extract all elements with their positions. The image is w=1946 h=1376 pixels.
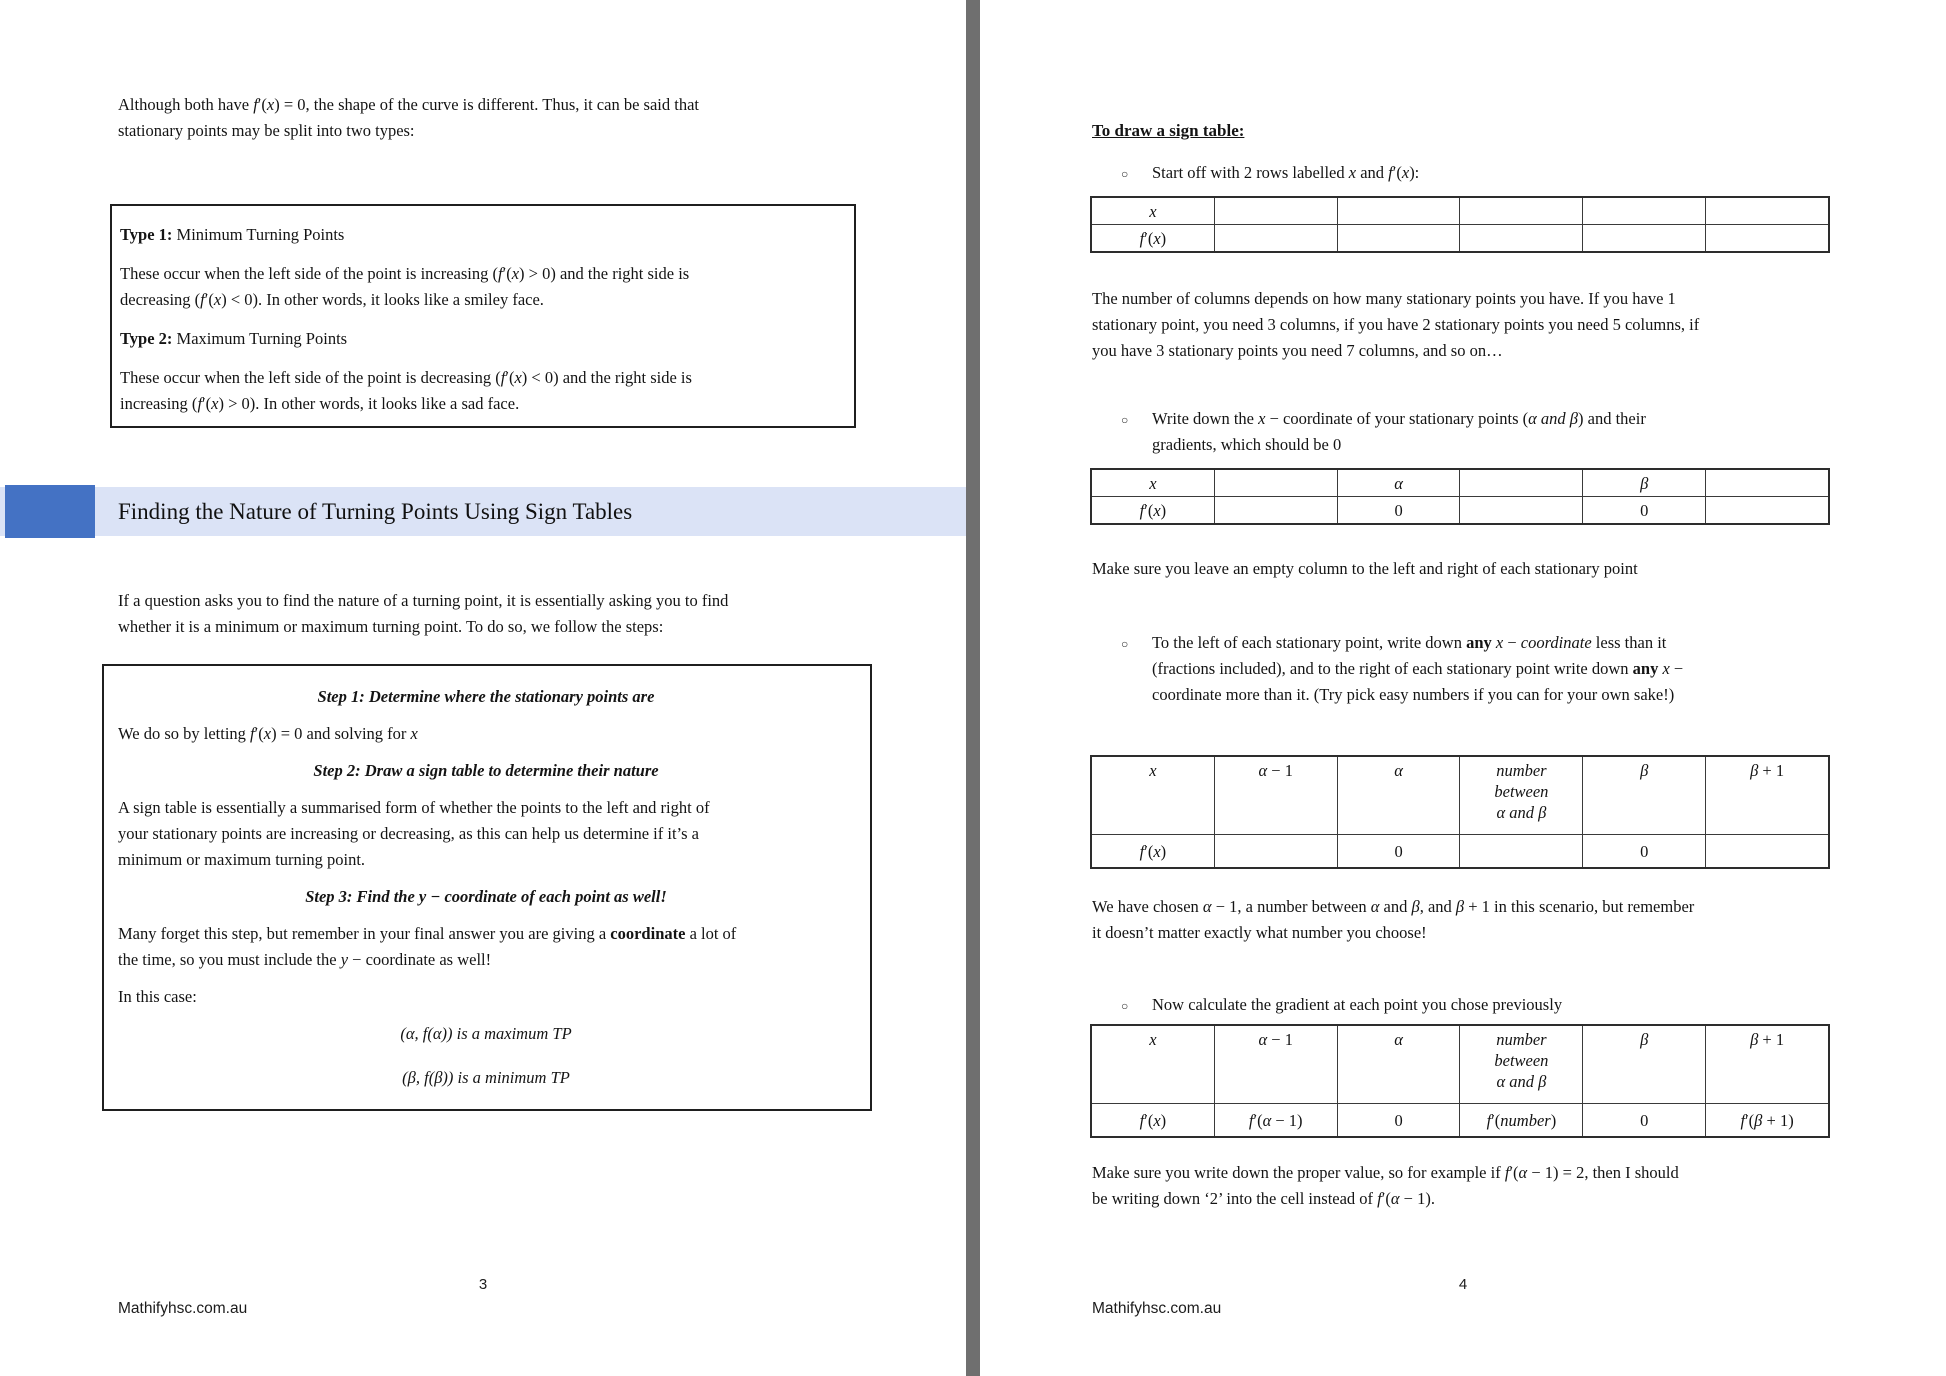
table-cell: number between α and β xyxy=(1460,1025,1583,1104)
bullet-text: Write down the x − coordinate of your stationary points (α and β) and their gradients, which should be 0 xyxy=(1152,409,1646,454)
page-number-right: 4 xyxy=(1458,1276,1468,1293)
proper-value-note: Make sure you write down the proper value, so for example if f′(α − 1) = 2, then I should be writing down ‘2’ into the cell instead of f′(α − 1). xyxy=(1092,1163,1679,1208)
steps-box xyxy=(102,664,872,1111)
table-cell: α xyxy=(1337,1025,1460,1104)
site-footer-left: Mathifyhsc.com.au xyxy=(118,1300,248,1317)
table-cell: f′(x) xyxy=(1091,1104,1214,1138)
table-cell: α xyxy=(1337,756,1460,835)
step-2-body: A sign table is essentially a summarised form of whether the points to the left and right of your stationary points are increasing or decreasing, as this can help us determine if it’s a minimum or maximum turning point. xyxy=(118,798,710,869)
chosen-values-note: We have chosen α − 1, a number between α and β, and β + 1 in this scenario, but remember it doesn’t matter exactly what number you choose! xyxy=(1092,897,1695,942)
sign-table-stationary-points xyxy=(1090,468,1830,525)
table-cell: x xyxy=(1091,1025,1214,1104)
step-3-body: Many forget this step, but remember in your final answer you are giving a coordinate a lot of the time, so you must include the y − coordinate as well! xyxy=(118,924,737,969)
site-footer-right: Mathifyhsc.com.au xyxy=(1092,1300,1222,1317)
bullet-text: Start off with 2 rows labelled x and f′(x): xyxy=(1152,163,1420,182)
bullet-item-left-right-values xyxy=(1121,630,1812,708)
bullet-item-start-rows xyxy=(1121,160,1812,186)
empty-column-note: Make sure you leave an empty column to the left and right of each stationary point xyxy=(1092,559,1638,578)
table-cell: 0 xyxy=(1337,1104,1460,1138)
sign-table-test-points xyxy=(1090,755,1830,869)
table-row xyxy=(1091,1025,1829,1104)
table-row xyxy=(1091,835,1829,869)
table-cell: x xyxy=(1091,197,1214,225)
type1-title: Type 1: Minimum Turning Points xyxy=(120,225,345,244)
type2-title: Type 2: Maximum Turning Points xyxy=(120,329,348,348)
step-3-title: Step 3: Find the y − coordinate of each point as well! xyxy=(305,887,667,906)
bullet-item-write-coordinates xyxy=(1121,406,1812,458)
table-cell xyxy=(1214,497,1337,525)
type2-body: These occur when the left side of the point is decreasing (f′(x) < 0) and the right side is increasing (f′(x) > 0). In other words, it looks like a sad face. xyxy=(120,368,692,413)
table-row xyxy=(1091,497,1829,525)
table-cell: f′(number) xyxy=(1460,1104,1583,1138)
table-cell: number between α and β xyxy=(1460,756,1583,835)
bullet-text: To the left of each stationary point, write down any x − coordinate less than it (fractions included), and to the right of each stationary point write down any x − coordinate more than it. (Try pick easy numbers if you can for your own sake!) xyxy=(1152,633,1684,704)
table-cell: α xyxy=(1337,469,1460,497)
table-cell: β xyxy=(1583,1025,1706,1104)
table-cell: 0 xyxy=(1583,835,1706,869)
table-cell xyxy=(1337,225,1460,253)
table-cell xyxy=(1583,197,1706,225)
table-cell: x xyxy=(1091,469,1214,497)
section-heading: Finding the Nature of Turning Points Using Sign Tables xyxy=(118,499,633,524)
table-row xyxy=(1091,469,1829,497)
table-cell xyxy=(1706,835,1829,869)
page-number-left: 3 xyxy=(478,1276,488,1293)
table-cell: f′(α − 1) xyxy=(1214,1104,1337,1138)
table-row xyxy=(1091,225,1829,253)
table-cell: 0 xyxy=(1583,497,1706,525)
table-cell: f′(β + 1) xyxy=(1706,1104,1829,1138)
table-row xyxy=(1091,197,1829,225)
table-cell xyxy=(1460,497,1583,525)
case-label: In this case: xyxy=(118,987,197,1006)
case-maximum-line: (α, f(α)) is a maximum TP xyxy=(400,1024,572,1043)
table-cell: α − 1 xyxy=(1214,1025,1337,1104)
sign-table-empty xyxy=(1090,196,1830,253)
table-cell: f′(x) xyxy=(1091,835,1214,869)
heading-accent-square xyxy=(5,485,95,538)
table-cell xyxy=(1706,197,1829,225)
table-cell: 0 xyxy=(1337,497,1460,525)
type1-body: These occur when the left side of the point is increasing (f′(x) > 0) and the right side is decreasing (f′(x) < 0). In other words, it looks like a smiley face. xyxy=(120,264,690,309)
table-cell xyxy=(1583,225,1706,253)
table-cell: β xyxy=(1583,756,1706,835)
table-row xyxy=(1091,1104,1829,1138)
table-cell xyxy=(1460,197,1583,225)
table-cell xyxy=(1214,469,1337,497)
intro-paragraph: Although both have f′(x) = 0, the shape of the curve is different. Thus, it can be said that stationary points may be split into two types: xyxy=(118,95,699,140)
types-box xyxy=(110,204,856,428)
bullet-marker: ○ xyxy=(1121,167,1129,181)
table-cell: α − 1 xyxy=(1214,756,1337,835)
table-cell xyxy=(1337,197,1460,225)
page-divider xyxy=(966,0,980,1376)
table-cell xyxy=(1706,225,1829,253)
table-cell xyxy=(1214,225,1337,253)
table-cell: β + 1 xyxy=(1706,1025,1829,1104)
table-cell xyxy=(1460,469,1583,497)
table-cell: β + 1 xyxy=(1706,756,1829,835)
step-1-title: Step 1: Determine where the stationary points are xyxy=(317,687,655,706)
step-2-title: Step 2: Draw a sign table to determine their nature xyxy=(313,761,659,780)
bullet-item-calculate-gradient xyxy=(1121,992,1812,1018)
section-intro-paragraph: If a question asks you to find the nature of a turning point, it is essentially asking you to find whether it is a minimum or maximum turning point. To do so, we follow the steps: xyxy=(118,591,729,636)
bullet-marker: ○ xyxy=(1121,413,1129,427)
table-cell xyxy=(1460,225,1583,253)
columns-note-paragraph: The number of columns depends on how many stationary points you have. If you have 1 stationary point, you need 3 columns, if you have 2 stationary points you need 5 columns, if you have 3 stationary points you need 7 columns, and so on… xyxy=(1092,289,1700,360)
table-cell: 0 xyxy=(1583,1104,1706,1138)
table-cell xyxy=(1460,835,1583,869)
case-minimum-line: (β, f(β)) is a minimum TP xyxy=(402,1068,570,1087)
bullet-text: Now calculate the gradient at each point you chose previously xyxy=(1152,995,1563,1014)
section-heading-band xyxy=(0,487,966,536)
table-cell xyxy=(1214,835,1337,869)
table-cell xyxy=(1706,469,1829,497)
table-row xyxy=(1091,756,1829,835)
bullet-marker: ○ xyxy=(1121,999,1129,1013)
table-cell: x xyxy=(1091,756,1214,835)
table-cell xyxy=(1706,497,1829,525)
bullet-marker: ○ xyxy=(1121,637,1129,651)
table-cell: f′(x) xyxy=(1091,497,1214,525)
step-1-body: We do so by letting f′(x) = 0 and solving for x xyxy=(118,724,418,743)
sign-table-gradients xyxy=(1090,1024,1830,1138)
table-cell: β xyxy=(1583,469,1706,497)
table-cell: 0 xyxy=(1337,835,1460,869)
sign-table-heading: To draw a sign table: xyxy=(1092,121,1245,140)
table-cell xyxy=(1214,197,1337,225)
table-cell: f′(x) xyxy=(1091,225,1214,253)
